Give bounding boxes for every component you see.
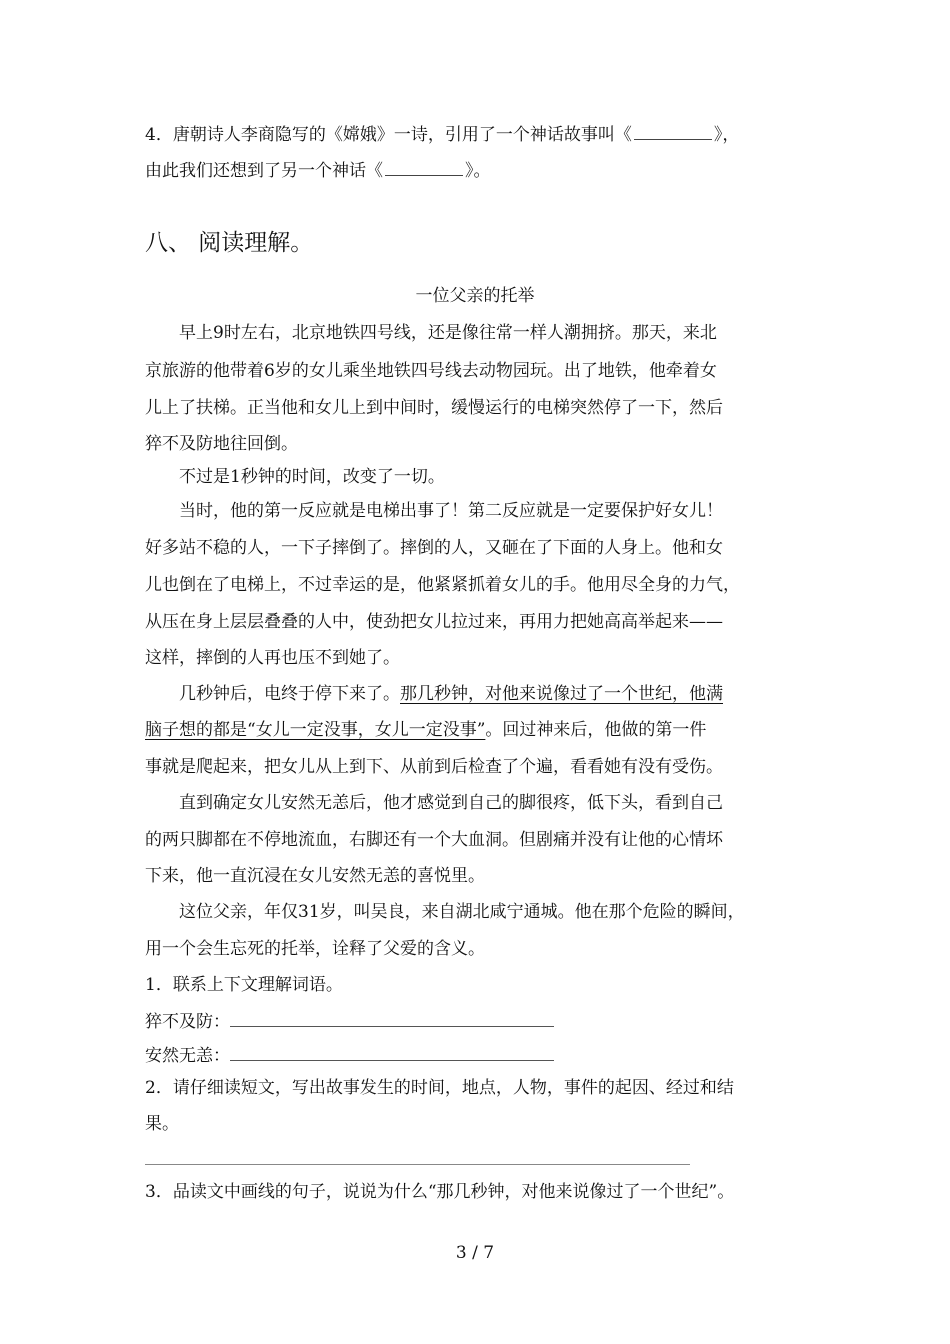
question-1a — [145, 1011, 554, 1032]
passage-line: 当时，他的第一反应就是电梯出事了！第二反应就是一定要保护好女儿！ — [179, 501, 723, 521]
answer-blank[interactable] — [634, 125, 712, 140]
passage-line: 这样，摔倒的人再也压不到她了。 — [145, 648, 400, 668]
answer-line[interactable] — [230, 1011, 554, 1027]
passage-line: 下来，他一直沉浸在女儿安然无恙的喜悦里。 — [145, 866, 485, 886]
passage-line: 直到确定女儿安然无恙后，他才感觉到自己的脚很疼，低下头，看到自己 — [179, 793, 723, 813]
passage-line: 事就是爬起来，把女儿从上到下、从前到后检查了个遍，看看她有没有受伤。 — [145, 757, 723, 777]
passage-line: 的两只脚都在不停地流血，右脚还有一个大血洞。但剧痛并没有让他的心情坏 — [145, 830, 723, 850]
answer-blank[interactable] — [385, 161, 463, 176]
passage-line — [179, 684, 723, 704]
answer-line[interactable] — [230, 1045, 554, 1061]
passage-line: 从压在身上层层叠叠的人中，使劲把女儿拉过来，再用力把她高高举起来—— — [145, 612, 723, 632]
passage-line: 用一个会生忘死的托举，诠释了父爱的含义。 — [145, 939, 485, 959]
passage-line: 猝不及防地往回倒。 — [145, 434, 298, 454]
passage-line: 这位父亲，年仅31岁，叫吴良，来自湖北咸宁通城。他在那个危险的瞬间， — [179, 902, 745, 922]
question-3: 3．品读文中画线的句子，说说为什么“那几秒钟，对他来说像过了一个世纪”。 — [145, 1182, 735, 1202]
question-4-line-2 — [145, 161, 491, 181]
passage-line: 好多站不稳的人，一下子摔倒了。摔倒的人，又砸在了下面的人身上。他和女 — [145, 538, 723, 558]
question-2-line-1: 2．请仔细读短文，写出故事发生的时间，地点，人物，事件的起因、经过和结 — [145, 1078, 734, 1098]
term-label: 安然无恙： — [145, 1046, 230, 1066]
question-4-text-end: 》， — [713, 125, 740, 145]
question-4-text: 由此我们还想到了另一个神话《 — [145, 161, 383, 181]
answer-line[interactable] — [145, 1164, 690, 1165]
question-4-text-end: 》。 — [465, 161, 491, 181]
passage-line: 早上9时左右，北京地铁四号线，还是像往常一样人潮拥挤。那天，来北 — [179, 323, 717, 343]
underlined-sentence: 那几秒钟，对他来说像过了一个世纪，他满 — [400, 684, 723, 704]
passage-line: 京旅游的他带着6岁的女儿乘坐地铁四号线去动物园玩。出了地铁，他牵着女 — [145, 361, 717, 381]
passage-line: 不过是1秒钟的时间，改变了一切。 — [179, 467, 445, 487]
page-number: 3 / 7 — [455, 1243, 495, 1263]
passage-line: 儿也倒在了电梯上，不过幸运的是，他紧紧抓着女儿的手。他用尽全身的力气， — [145, 575, 740, 595]
section-heading: 八、 阅读理解。 — [145, 230, 314, 256]
term-label: 猝不及防： — [145, 1012, 230, 1032]
passage-line — [145, 720, 706, 740]
underlined-sentence: 脑子想的都是“女儿一定没事，女儿一定没事” — [145, 720, 486, 740]
question-1b — [145, 1045, 554, 1066]
passage-text: 。回过神来后，他做的第一件 — [485, 720, 707, 740]
passage-text: 几秒钟后，电终于停下来了。 — [179, 684, 400, 704]
question-4-text: 4．唐朝诗人李商隐写的《嫦娥》一诗，引用了一个神话故事叫《 — [145, 125, 632, 145]
passage-title: 一位父亲的托举 — [415, 286, 535, 306]
question-1: 1．联系上下文理解词语。 — [145, 975, 343, 995]
passage-line: 儿上了扶梯。正当他和女儿上到中间时，缓慢运行的电梯突然停了一下，然后 — [145, 398, 723, 418]
question-4-line-1 — [145, 125, 739, 145]
question-2-line-2: 果。 — [145, 1114, 179, 1134]
